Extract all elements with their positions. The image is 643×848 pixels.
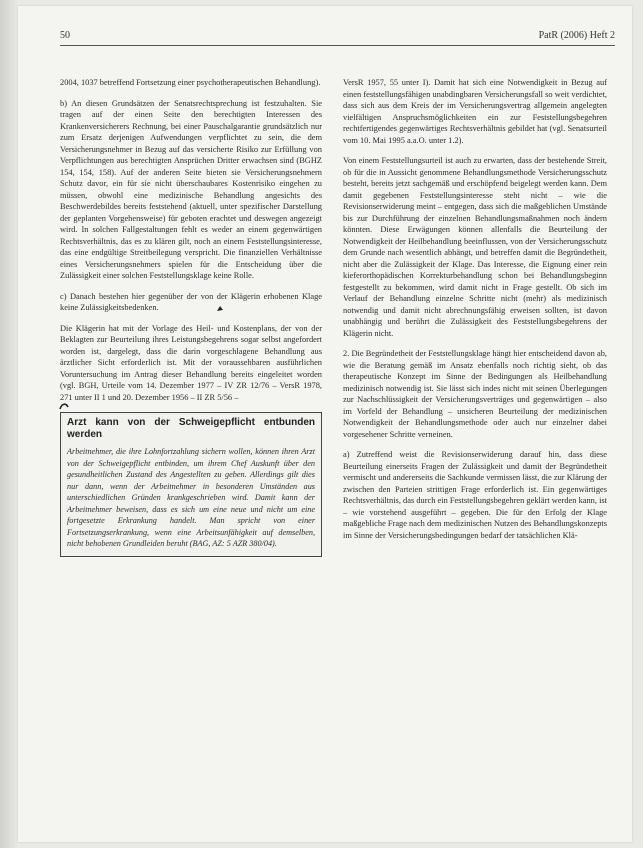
left-column bbox=[60, 77, 322, 557]
paragraph: 2. Die Begründetheit der Feststellungsklage hängt hier entscheidend davon ab, wie die Beratung gemäß im Ansatz ebenfalls noch richtig sieht, ob das therapeutische Konzept im Sinne der Bedingungen als Heilbehandlung medizinisch notwendig ist. Sie lässt sich indes nicht mit seinen Überlegungen zur Nachschlüssigkeit der Versicherungsverträges und gegenwärtigen – also im Vorfeld der Behandlung – unsicheren Beurteilung der medizinischen Notwendigkeit der Behandlungsmethode oder auch nur einzelner dabei vorgesehener Schritte verneinen. bbox=[343, 349, 607, 439]
pen-mark-icon bbox=[58, 400, 70, 412]
journal-reference: PatR (2006) Heft 2 bbox=[538, 30, 615, 41]
paragraph: c) Danach bestehen hier gegenüber der von der Klägerin erhobenen Klage keine Zulässigkeitsbedenken. bbox=[60, 291, 322, 312]
page-number: 50 bbox=[60, 30, 70, 41]
pen-mark-icon bbox=[216, 305, 224, 313]
info-box bbox=[60, 412, 322, 557]
page-header bbox=[60, 30, 615, 44]
paragraph: a) Zutreffend weist die Revisionserwiderung darauf hin, dass diese Beurteilung einerseits Fragen der Zulässigkeit und damit der Begründetheit vermischt und andererseits die Sachkunde vermissen lässt, die zur Klärung der zwischen den Parteien strittigen Frage erforderlich ist. Ein gegenwärtiges Rechtsverhältnis, das durch ein Feststellungsbegehren geklärt werden kann, ist – wie vorstehend ausgeführt – gegeben. Die für den Erfolg der Klage maßgebliche Frage nach dem medizinischen Nutzen des Behandlungskonzepts im Sinne der Versicherungsbedingungen bedarf der tatsächlichen Klä- bbox=[343, 450, 607, 540]
header-rule bbox=[60, 45, 615, 46]
info-box-body: Arbeitnehmer, die ihre Lohnfortzahlung sichern wollen, können ihren Arzt von der Schweigepflicht entbinden, um ihrem Chef Auskunft über den gesundheitlichen Zustand des Angestellten zu geben. Allerdings gilt dies nur dann, wenn der Arbeitnehmer in besonderen Umständen aus unterschiedlichen Gründen krankgeschrieben wird. Damit kann der Arbeitnehmer beweisen, dass es sich um eine neue und nicht um eine fortgesetzte Erkrankung handelt. Man spricht von einer Fortsetzungserkrankung, wenn eine Arbeitsunfähigkeit auf demselben, nicht behobenen Grundleiden beruht (BAG, AZ: 5 AZR 380/04). bbox=[67, 447, 315, 548]
paragraph: VersR 1957, 55 unter I). Damit hat sich eine Notwendigkeit in Bezug auf einen feststellungsfähigen unabdingbaren Versicherungsfall so weit verdichtet, dass sich aus dem Kreis der im Versicherungsvertrag allgemein angelegten vielfältigen Anspruchsmöglichkeiten ein zur Feststellungsbegehren rechtfertigendes gegenwärtiges Rechtsverhältnis gebildet hat (vgl. Senatsurteil vom 10. Mai 1995 a.a.O. unter 1.2). bbox=[343, 78, 607, 145]
paragraph: Die Klägerin hat mit der Vorlage des Heil- und Kostenplans, der von der Beklagten zur Beurteilung ihres Leistungsbegehrens sogar selbst angefordert worden ist, dargelegt, dass die darin vorgeschlagene Behandlung aus ärztlicher Sicht erforderlich ist. Mit der voraussehbaren ausführlichen Voruntersuchung im Antrag dieser Behandlung bereits eingeleitet worden (vgl. BGH, Urteile vom 14. Dezember 1977 – IV ZR 12/76 – VersR 1978, 271 unter II 1 und 20. Dezember 1956 – II ZR 5/56 – bbox=[60, 323, 322, 402]
paragraph: 2004, 1037 betreffend Fortsetzung einer psychotherapeutischen Behandlung). bbox=[60, 78, 321, 87]
info-box-title: Arzt kann von der Schweigepflicht entbunden werden bbox=[67, 417, 315, 440]
paragraph: Von einem Feststellungsurteil ist auch zu erwarten, dass der bestehende Streit, ob für die in Aussicht genommene Behandlungsmethode Versicherungsschutz besteht, bereits jetzt sachgemäß und erschöpfend beigelegt werden kann. Dem damit gegebenen Feststellungsinteresse steht nicht – wie die Revisionserwiderung meint – entgegen, dass sich die maßgeblichen Umstände bis zur Durchführung der einzelnen Behandlungsmaßnahmen noch ändern könnten. Diese Erwägungen können allenfalls die Beurteilung der Notwendigkeit der Heilbehandlung beeinflussen, von der Versicherungsschutz dem Grunde nach wesentlich abhängt, und betreffen damit die Begründetheit, nicht aber die Zulässigkeit der Klage. Das Interesse, die Eignung einer rein kieferorthopädischen Korrekturbehandlung schon bei Behandlungsbeginn festgestellt zu bekommen, wird damit nicht in Frage gestellt. Ob sich im Verlauf der Behandlung einzelne Schritte nicht (mehr) als medizinisch notwendig und damit nicht abrechnungsfähig erweisen sollten, ist davon unabhängig und berührt die Zulässigkeit des Feststellungsbegehrens der Klägerin nicht. bbox=[343, 156, 607, 338]
right-column bbox=[343, 77, 607, 550]
paragraph: b) An diesen Grundsätzen der Senatsrechtsprechung ist festzuhalten. Sie tragen auf der einen Seite den berechtigten Interessen des Krankenversicherers Rechnung, bei einer Pauschalgarantie grundsätzlich nur zum Ersatz derjenigen Aufwendungen verpflichtet zu sein, die dem Versicherungsnehmer in Bezug auf das versicherte Risiko zur Erfüllung von Verpflichtungen aus berechtigten Ansprüchen Dritter erwachsen sind (BGHZ 154, 154, 158). Auf der anderen Seite bieten sie Versicherungsnehmern Schutz davor, ein für sie nicht überschaubares Kostenrisiko eingehen zu müssen, obwohl eine medizinische Behandlung angesichts des Beschwerdebildes bereits feststehend (aktuell, unter spezifischer Darstellung der geplanten Vorgehensweise) für geboten erachtet und deswegen angezeigt wird. In solchen Fallgestaltungen fehlt es weder an einem gegenwärtigen Rechtsverhältnis, das es zu klären gilt, noch an einem Feststellungsinteresse, das eine endgültige Streitbeilegung verspricht. Die finanziellen Verhältnisse eines Versicherungsnehmers spielen für die Entscheidung über die Zulässigkeit einer solchen Feststellungsklage keine Rolle. bbox=[60, 98, 322, 280]
scan-edge-shadow bbox=[0, 0, 18, 848]
